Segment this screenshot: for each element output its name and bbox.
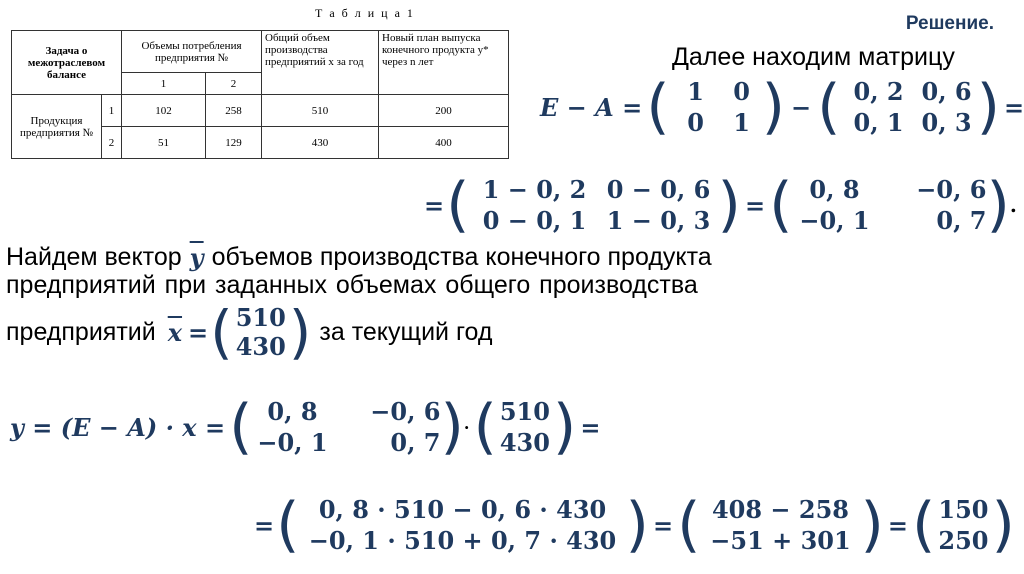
table-cell: 400: [379, 127, 509, 159]
equals-sign: =: [188, 317, 209, 347]
matrix-cell: −0, 1: [257, 428, 328, 457]
vector-cell: 408 − 258: [711, 495, 849, 524]
table-cell: 2: [102, 127, 122, 159]
x-vector: ( 510 430 ): [473, 392, 577, 462]
eq1-lhs: E − A =: [540, 92, 643, 122]
matrix-cell: −0, 1: [799, 206, 870, 235]
difference-matrix: ( 1 − 0, 2 0 − 0, 6 0 − 0, 1 1 − 0, 3 ): [446, 170, 741, 240]
vector-cell: 430: [499, 428, 550, 457]
matrix-cell: 0, 8: [809, 175, 860, 204]
equals-sign: =: [254, 510, 275, 540]
e-minus-a-matrix: ( 0, 8 −0, 6 −0, 1 0, 7 ): [229, 392, 464, 462]
header-task: Задача о межотраслевом балансе: [12, 31, 122, 95]
table-cell: 200: [379, 95, 509, 127]
x-vector: ( 510 430 ): [210, 298, 312, 366]
solution-heading: Решение.: [905, 13, 994, 34]
intro-line: Далее находим матрицу: [672, 43, 955, 71]
paragraph-text: предприятий: [6, 317, 156, 346]
period: .: [1009, 193, 1017, 217]
sum-vector: ( 408 − 258 −51 + 301 ): [677, 490, 884, 560]
result-vector: ( 150 250 ): [912, 490, 1015, 560]
vector-x: $\overline{x}$: [167, 317, 183, 347]
header-consumption: Объемы потребления предприятия №: [122, 31, 262, 73]
equation-y-vector: [10, 392, 600, 462]
matrix-a: ( 0, 2 0, 6 0, 1 0, 3 ): [817, 72, 1000, 142]
equals-sign: =: [652, 510, 674, 540]
vector-cell: 510: [499, 397, 550, 426]
equals-sign: =: [424, 190, 445, 220]
matrix-cell: 0, 7: [390, 428, 441, 457]
table-caption: Т а б л и ц а 1: [315, 6, 415, 20]
paragraph-text: за текущий год: [319, 317, 493, 346]
balance-table: [11, 30, 509, 159]
matrix-cell: −0, 6: [916, 175, 987, 204]
vector-cell: 0, 8 · 510 − 0, 6 · 430: [318, 495, 607, 524]
vector-cell: 430: [235, 332, 286, 361]
vector-y: $\overline{y}$: [189, 242, 204, 272]
e-minus-a-matrix: ( 0, 8 −0, 6 −0, 1 0, 7 ): [769, 170, 1010, 240]
eq3-lhs: y = (E − A) · x =: [10, 412, 226, 442]
matrix-cell: 0 − 0, 6: [606, 175, 711, 204]
header-total: Общий объем производства предприятий x за год: [262, 31, 379, 95]
product-vector: ( 0, 8 · 510 − 0, 6 · 430 −0, 1 · 510 + 0, 7 · 430 ): [276, 490, 649, 560]
header-col-2: 2: [206, 73, 262, 95]
equation-final: [254, 490, 1015, 560]
paragraph-text: Найдем вектор: [6, 242, 182, 271]
equals-sign: =: [887, 510, 909, 540]
table-cell: 102: [122, 95, 206, 127]
table-cell: 129: [206, 127, 262, 159]
identity-matrix: ( 1 0 0 1 ): [646, 72, 786, 142]
paragraph-line-2: предприятий при заданных объемах общего производства: [6, 270, 698, 299]
table-cell: 258: [206, 95, 262, 127]
row-label: Продукция предприятия №: [12, 95, 102, 159]
vector-cell: 250: [938, 526, 989, 555]
paragraph-line-1: [6, 242, 712, 272]
vector-cell: −0, 1 · 510 + 0, 7 · 430: [308, 526, 617, 555]
equals-sign: =: [1004, 92, 1024, 122]
matrix-cell: 0, 1: [853, 108, 904, 137]
equals-sign: =: [580, 412, 601, 442]
vector-cell: −51 + 301: [710, 526, 851, 555]
matrix-cell: 1 − 0, 2: [482, 175, 587, 204]
equation-e-minus-a: [540, 74, 1024, 140]
paragraph-text: объемов производства конечного продукта: [211, 242, 712, 271]
header-new-plan: Новый план выпуска конечного продукта y* через n лет: [379, 31, 509, 95]
matrix-cell: 0, 8: [267, 397, 318, 426]
matrix-cell: 0 − 0, 1: [482, 206, 587, 235]
equation-result-matrix: [424, 172, 1017, 238]
matrix-cell: 0, 3: [921, 108, 972, 137]
matrix-cell: 0, 2: [853, 77, 904, 106]
table-cell: 430: [262, 127, 379, 159]
table-cell: 1: [102, 95, 122, 127]
matrix-cell: 1: [733, 108, 750, 137]
equals-sign: =: [744, 190, 766, 220]
matrix-cell: 0, 6: [921, 77, 972, 106]
matrix-cell: 1: [687, 77, 704, 106]
matrix-cell: 0: [687, 108, 704, 137]
matrix-cell: −0, 6: [370, 397, 441, 426]
table-cell: 51: [122, 127, 206, 159]
minus-sign: −: [791, 92, 812, 122]
vector-cell: 150: [938, 495, 989, 524]
dot-operator: ·: [463, 417, 470, 437]
matrix-cell: 0, 7: [936, 206, 987, 235]
paragraph-line-3: [6, 298, 493, 366]
header-col-1: 1: [122, 73, 206, 95]
table-cell: 510: [262, 95, 379, 127]
matrix-cell: 1 − 0, 3: [606, 206, 711, 235]
matrix-cell: 0: [733, 77, 750, 106]
vector-cell: 510: [235, 303, 286, 332]
